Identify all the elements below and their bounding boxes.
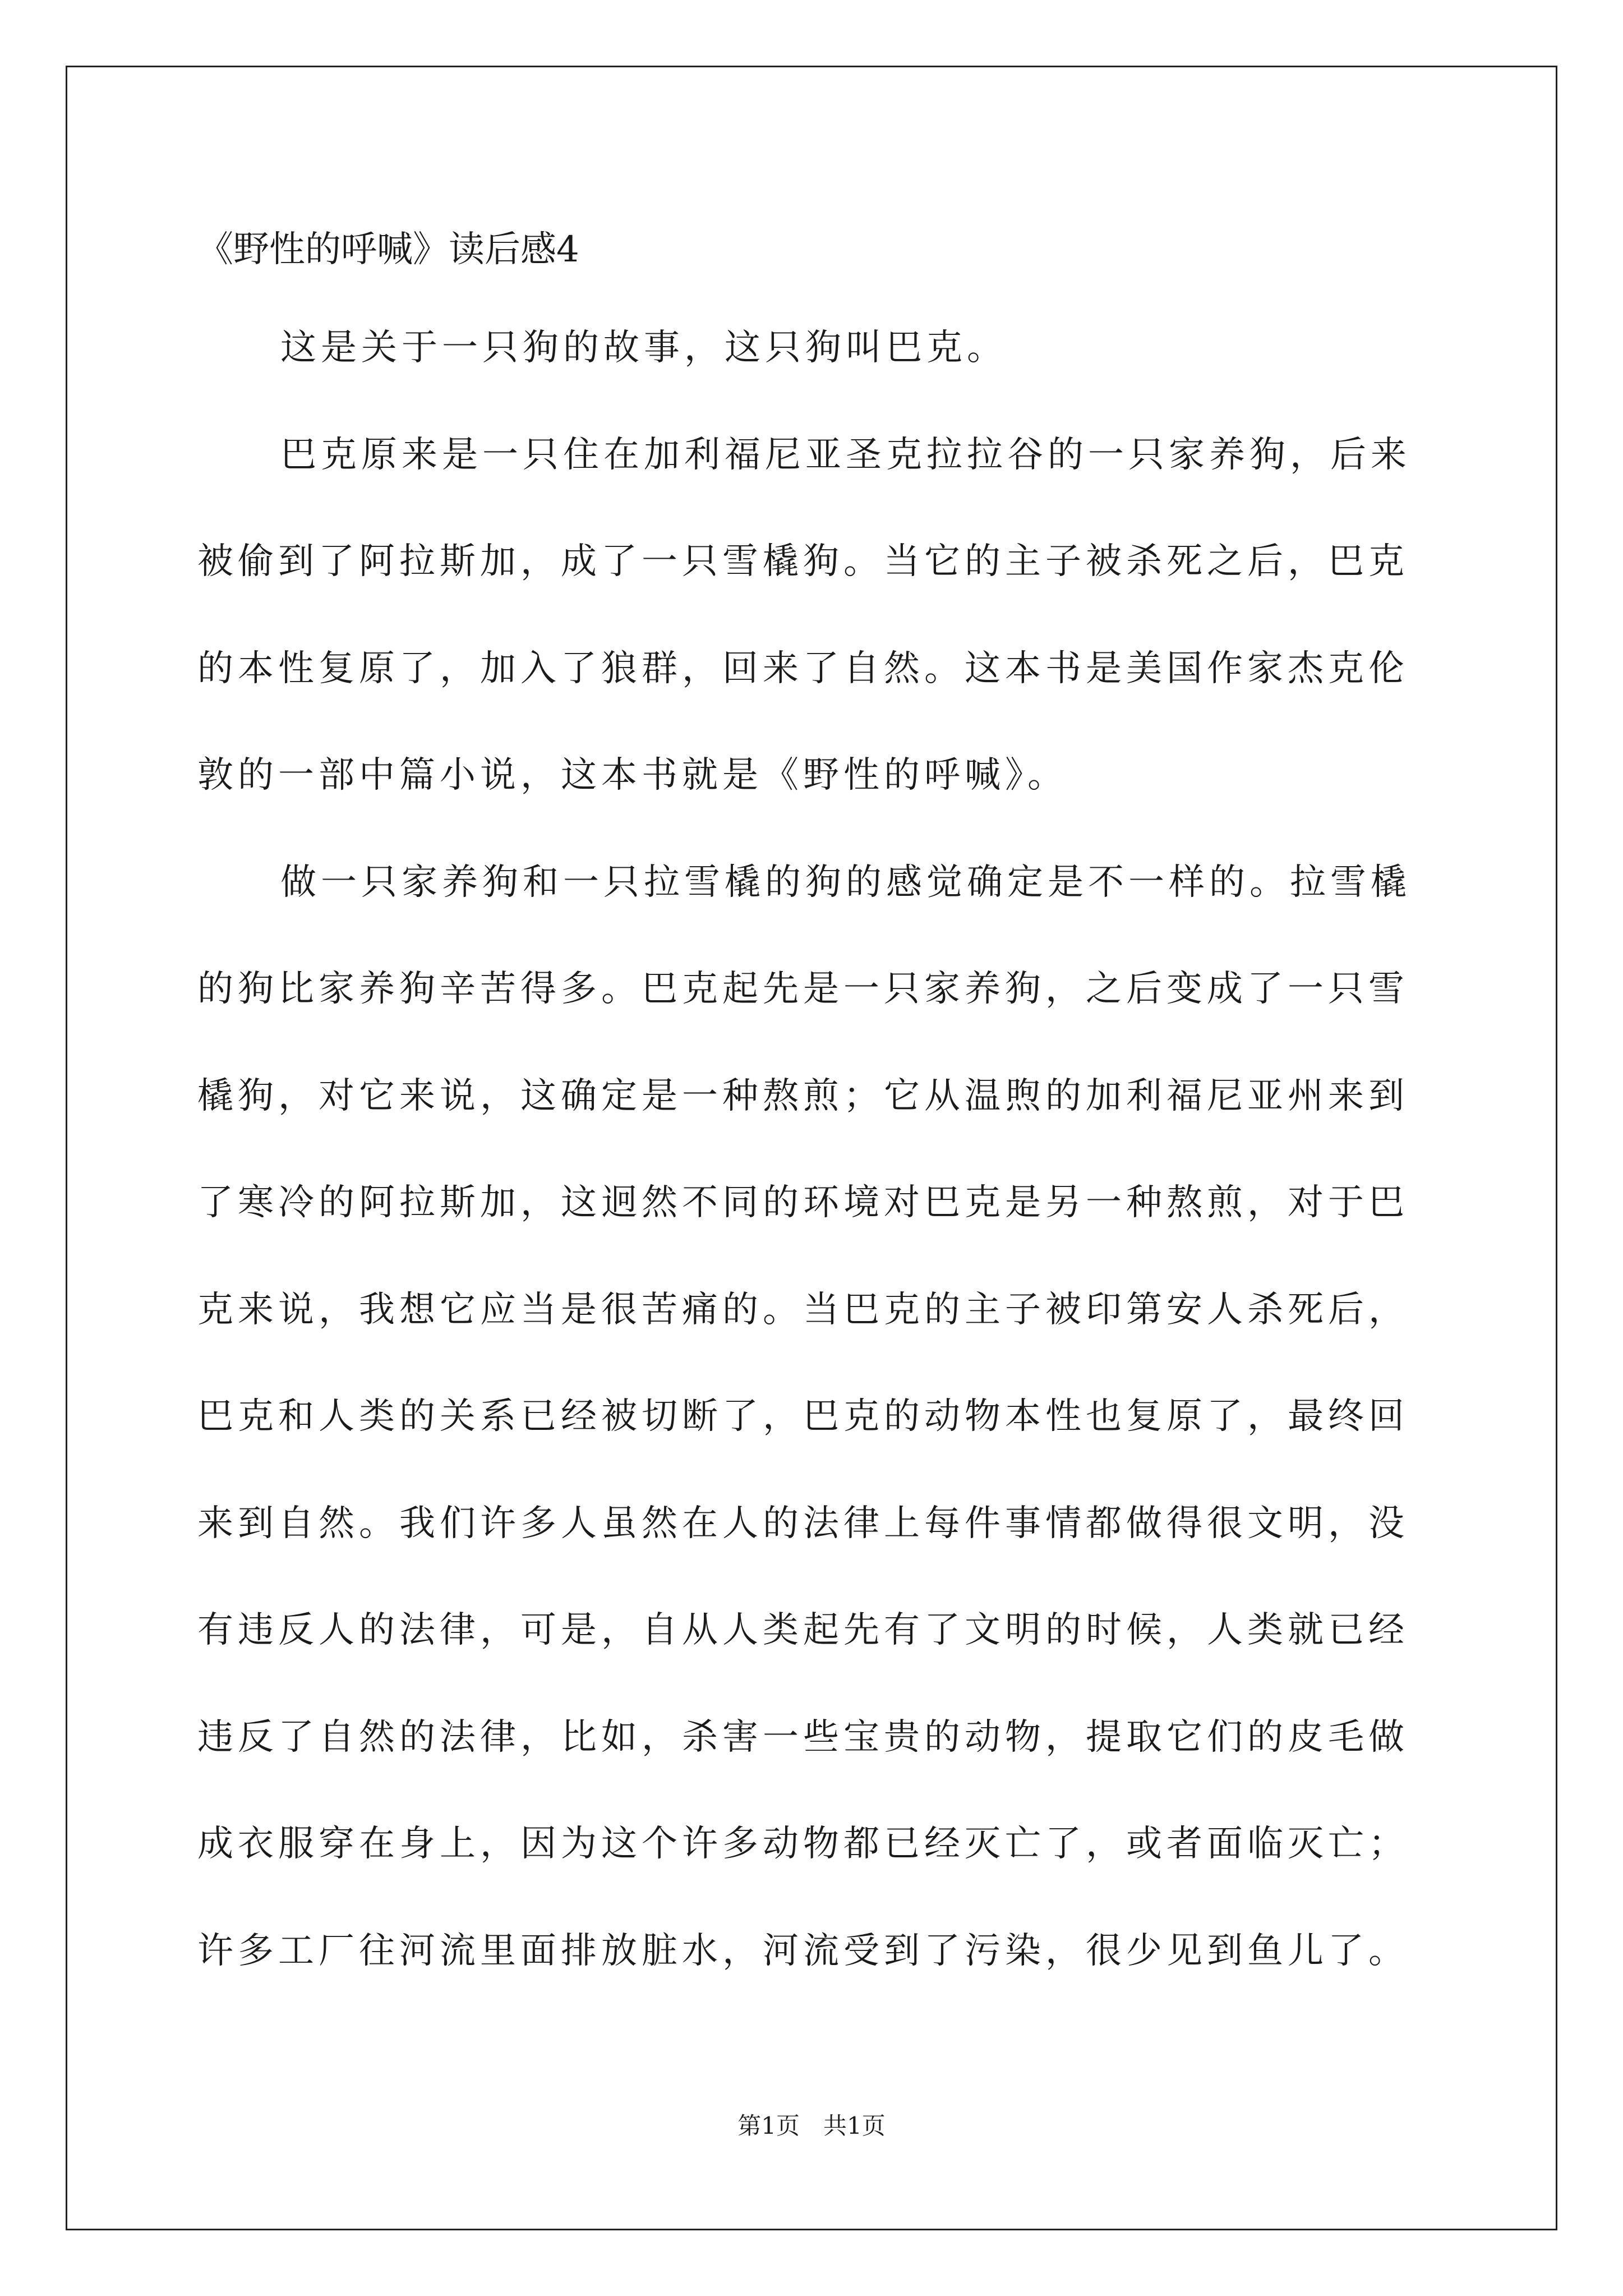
body-line: 克来说，我想它应当是很苦痛的。当巴克的主子被印第安人杀死后， <box>197 1289 1409 1331</box>
body-line: 做一只家养狗和一只拉雪橇的狗的感觉确定是不一样的。拉雪橇 <box>280 861 1411 903</box>
body-line: 有违反人的法律，可是，自从人类起先有了文明的时候，人类就已经 <box>197 1609 1409 1651</box>
page-number-footer: 第1页 共1页 <box>737 2112 886 2139</box>
body-line: 巴克和人类的关系已经被切断了，巴克的动物本性也复原了，最终回 <box>197 1396 1409 1437</box>
body-line: 这是关于一只狗的故事，这只狗叫巴克。 <box>280 327 1007 369</box>
body-line: 来到自然。我们许多人虽然在人的法律上每件事情都做得很文明，没 <box>197 1502 1409 1544</box>
body-line: 敦的一部中篇小说，这本书就是《野性的呼喊》。 <box>197 754 1068 796</box>
body-line: 巴克原来是一只住在加利福尼亚圣克拉拉谷的一只家养狗，后来 <box>280 434 1411 476</box>
body-line: 的本性复原了，加入了狼群，回来了自然。这本书是美国作家杰克伦 <box>197 647 1409 689</box>
document-title: 《野性的呼喊》读后感4 <box>197 229 579 270</box>
document-body <box>197 320 1431 2030</box>
body-line: 了寒冷的阿拉斯加，这迥然不同的环境对巴克是另一种熬煎，对于巴 <box>197 1182 1409 1223</box>
body-line: 橇狗，对它来说，这确定是一种熬煎；它从温煦的加利福尼亚州来到 <box>197 1075 1409 1117</box>
body-line: 许多工厂往河流里面排放脏水，河流受到了污染，很少见到鱼儿了。 <box>197 1930 1409 1972</box>
body-line: 的狗比家养狗辛苦得多。巴克起先是一只家养狗，之后变成了一只雪 <box>197 968 1409 1010</box>
body-line: 成衣服穿在身上，因为这个许多动物都已经灭亡了，或者面临灭亡； <box>197 1823 1409 1865</box>
body-line: 违反了自然的法律，比如，杀害一些宝贵的动物，提取它们的皮毛做 <box>197 1716 1409 1758</box>
body-line: 被偷到了阿拉斯加，成了一只雪橇狗。当它的主子被杀死之后，巴克 <box>197 541 1409 582</box>
